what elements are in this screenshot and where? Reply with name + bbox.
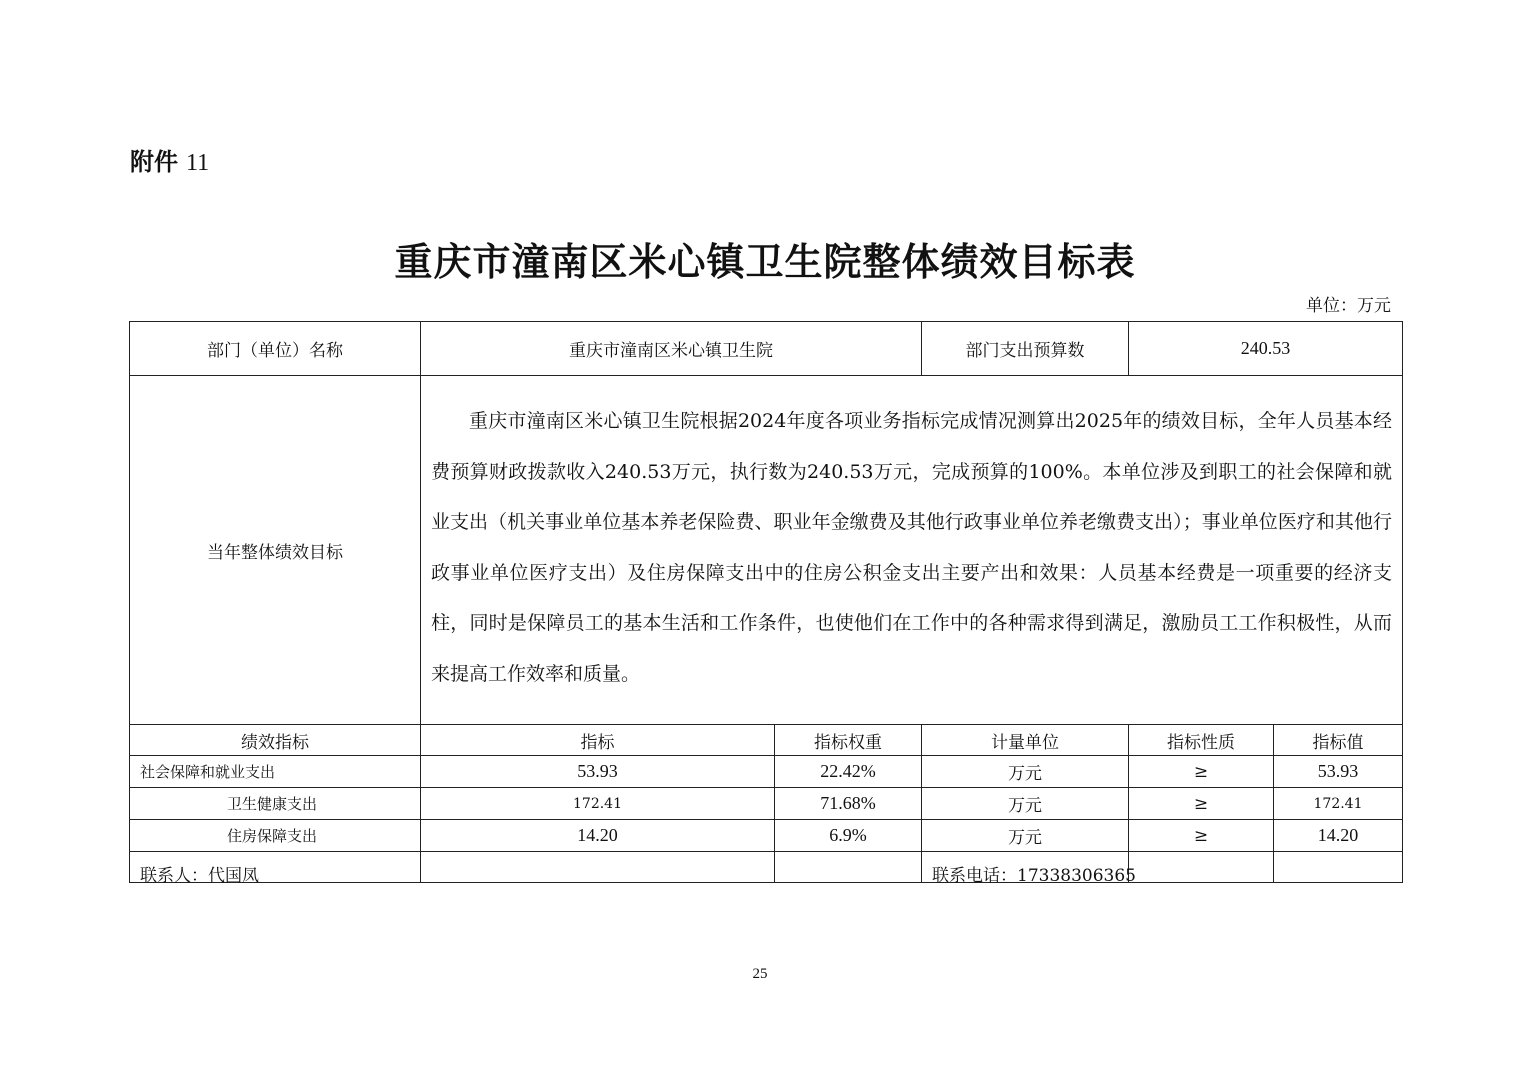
budget-value: 240.53 — [1129, 322, 1403, 376]
col-header-indicator: 指标 — [421, 725, 775, 756]
indicator-name: 住房保障支出 — [130, 820, 421, 852]
performance-table — [129, 321, 1403, 883]
indicator-unit: 万元 — [922, 820, 1129, 852]
indicator-value: 172.41 — [1274, 788, 1403, 820]
indicator-name: 社会保障和就业支出 — [130, 756, 421, 788]
indicator-amount: 53.93 — [421, 756, 775, 788]
empty-cell — [775, 852, 922, 883]
indicator-weight: 71.68% — [775, 788, 922, 820]
indicator-nature: ≥ — [1129, 756, 1274, 788]
goal-text: 重庆市潼南区米心镇卫生院根据2024年度各项业务指标完成情况测算出2025年的绩效目标，全年人员基本经费预算财政拨款收入240.53万元，执行数为240.53万元，完成预算的100%。本单位涉及到职工的社会保障和就业支出（机关事业单位基本养老保险费、职业年金缴费及其他行政事业单位养老缴费支出）；事业单位医疗和其他行政事业单位医疗支出）及住房保障支出中的住房公积金支出主要产出和效果：人员基本经费是一项重要的经济支柱，同时是保障员工的基本生活和工作条件，也使他们在工作中的各种需求得到满足，激励员工工作积极性，从而来提高工作效率和质量。 — [421, 376, 1403, 725]
col-header-weight: 指标权重 — [775, 725, 922, 756]
goal-label: 当年整体绩效目标 — [130, 376, 421, 725]
indicator-header-row — [130, 725, 1403, 756]
indicator-nature: ≥ — [1129, 820, 1274, 852]
indicator-value: 53.93 — [1274, 756, 1403, 788]
indicator-unit: 万元 — [922, 788, 1129, 820]
empty-cell — [1129, 852, 1274, 883]
goal-row — [130, 376, 1403, 725]
empty-row — [130, 852, 1403, 883]
empty-cell — [421, 852, 775, 883]
indicator-nature: ≥ — [1129, 788, 1274, 820]
empty-cell — [1274, 852, 1403, 883]
col-header-unit: 计量单位 — [922, 725, 1129, 756]
indicator-amount: 172.41 — [421, 788, 775, 820]
unit-note: 单位：万元 — [1306, 296, 1391, 316]
contact-phone: 联系电话：17338306365 — [932, 866, 1136, 886]
attachment-text: 附件 — [130, 148, 178, 176]
table-row — [130, 756, 1403, 788]
indicator-amount: 14.20 — [421, 820, 775, 852]
page-number: 25 — [752, 966, 768, 982]
indicator-unit: 万元 — [922, 756, 1129, 788]
dept-row — [130, 322, 1403, 376]
indicator-weight: 6.9% — [775, 820, 922, 852]
table-row — [130, 820, 1403, 852]
col-header-name: 绩效指标 — [130, 725, 421, 756]
contact-person: 联系人：代国凤 — [140, 866, 259, 886]
dept-name-label: 部门（单位）名称 — [130, 322, 421, 376]
indicator-name: 卫生健康支出 — [130, 788, 421, 820]
document-title: 重庆市潼南区米心镇卫生院整体绩效目标表 — [394, 240, 1136, 284]
attachment-label — [130, 146, 209, 179]
dept-name-value: 重庆市潼南区米心镇卫生院 — [421, 322, 922, 376]
col-header-value: 指标值 — [1274, 725, 1403, 756]
budget-label: 部门支出预算数 — [922, 322, 1129, 376]
indicator-weight: 22.42% — [775, 756, 922, 788]
col-header-nature: 指标性质 — [1129, 725, 1274, 756]
indicator-value: 14.20 — [1274, 820, 1403, 852]
table-row — [130, 788, 1403, 820]
attachment-number: 11 — [186, 150, 210, 176]
